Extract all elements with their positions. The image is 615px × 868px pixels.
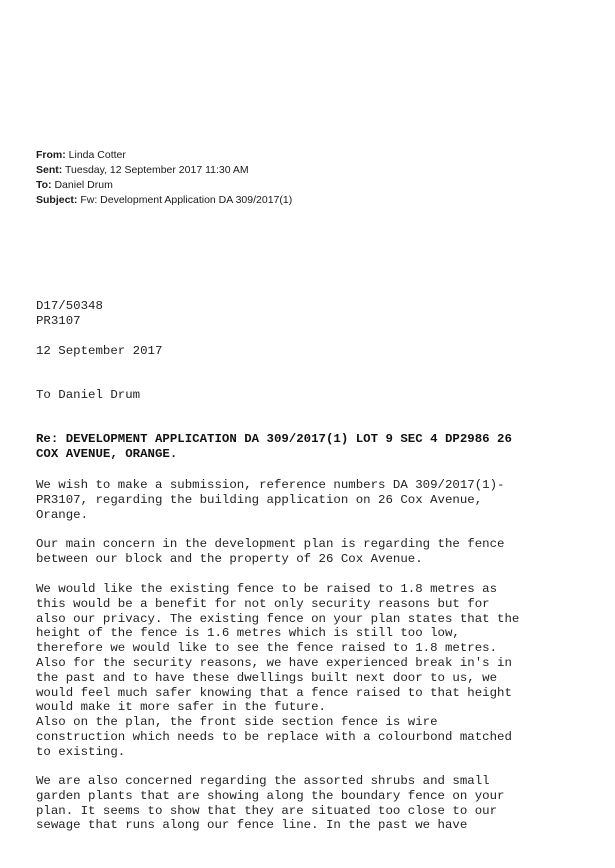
paragraph-line: to existing.: [36, 744, 126, 759]
paragraph-4: [36, 774, 596, 833]
paragraph-line: sewage that runs along our fence line. In the past we have: [36, 818, 468, 833]
subject-heading-line-2: COX AVENUE, ORANGE.: [36, 446, 178, 461]
paragraph-line: Our main concern in the development plan is regarding the fence: [36, 537, 505, 551]
sent-label: Sent:: [36, 164, 63, 176]
paragraph-line: height of the fence is 1.6 metres which is still too low,: [36, 626, 460, 641]
paragraph-line: PR3107, regarding the building application on 26 Cox Avenue,: [36, 492, 483, 507]
subject-heading-line-1: Re: DEVELOPMENT APPLICATION DA 309/2017(1) LOT 9 SEC 4 DP2986 26: [36, 432, 512, 446]
subject-heading: [36, 432, 596, 462]
paragraph-1: [36, 478, 596, 522]
reference-number-2: PR3107: [36, 313, 81, 328]
paragraph-line: would feel much safer knowing that a fence raised to that height: [36, 685, 512, 700]
paragraph-line: therefore we would like to see the fence raised to 1.8 metres.: [36, 641, 498, 656]
paragraph-line: Also on the plan, the front side section fence is wire: [36, 715, 438, 730]
to-label: To:: [36, 179, 52, 191]
paragraph-line: We wish to make a submission, reference numbers DA 309/2017(1)-: [36, 478, 505, 492]
paragraph-line: would make it more safer in the future.: [36, 700, 326, 715]
paragraph-line: We would like the existing fence to be raised to 1.8 metres as: [36, 582, 498, 596]
subject-row: [36, 193, 292, 208]
date-text: 12 September 2017: [36, 344, 163, 358]
paragraph-line: also our privacy. The existing fence on your plan states that the: [36, 611, 520, 626]
from-value: Linda Cotter: [68, 149, 126, 161]
paragraph-line: this would be a benefit for not only security reasons but for: [36, 596, 490, 611]
subject-label: Subject:: [36, 194, 78, 206]
sent-row: [36, 163, 292, 178]
paragraph-line: the past and to have these dwellings built next door to us, we: [36, 670, 498, 685]
to-row: [36, 178, 292, 193]
from-row: [36, 148, 292, 163]
letter-date: [36, 344, 596, 359]
reference-block: [36, 299, 596, 329]
to-value: Daniel Drum: [54, 179, 113, 191]
sent-value: Tuesday, 12 September 2017 11:30 AM: [64, 164, 249, 176]
paragraph-line: We are also concerned regarding the assorted shrubs and small: [36, 774, 490, 788]
salutation-text: To Daniel Drum: [36, 388, 141, 402]
paragraph-line: garden plants that are showing along the boundary fence on your: [36, 788, 505, 803]
paragraph-line: plan. It seems to show that they are situated too close to our: [36, 803, 498, 818]
paragraph-line: between our block and the property of 26 Cox Avenue.: [36, 551, 423, 566]
paragraph-2: [36, 537, 596, 567]
paragraph-line: Also for the security reasons, we have experienced break in's in: [36, 655, 512, 670]
paragraph-line: Orange.: [36, 507, 89, 522]
reference-number-1: D17/50348: [36, 299, 103, 313]
from-label: From:: [36, 149, 66, 161]
paragraph-3: [36, 582, 596, 760]
email-header: [36, 148, 292, 208]
subject-value: Fw: Development Application DA 309/2017(1): [80, 194, 293, 206]
paragraph-line: construction which needs to be replace with a colourbond matched: [36, 729, 512, 744]
salutation: [36, 388, 596, 403]
